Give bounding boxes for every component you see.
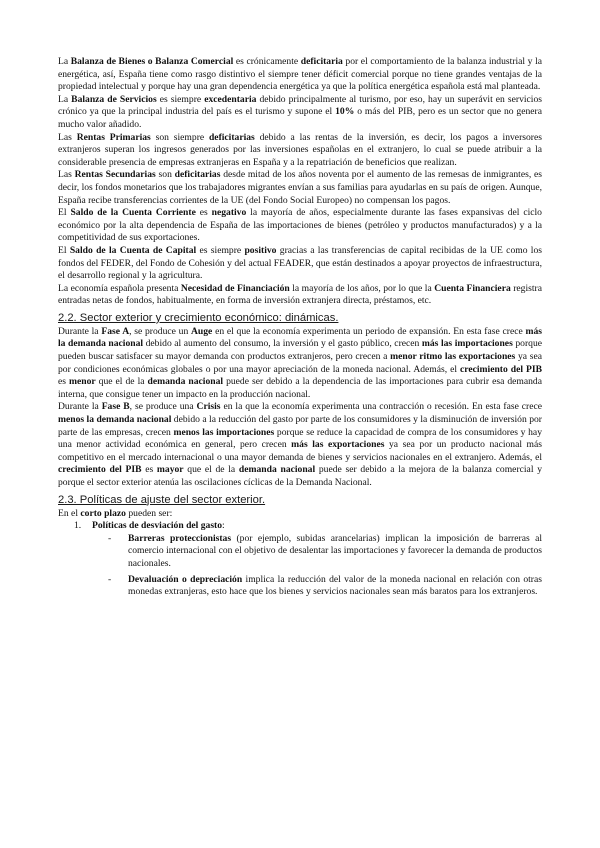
- bold-term: deficitarias: [208, 131, 255, 143]
- text-run: es crónicamente: [233, 56, 301, 67]
- bold-term: menor ritmo las exportaciones: [390, 351, 516, 363]
- bold-term: 10%: [335, 106, 355, 118]
- text-run: es siempre: [156, 93, 205, 105]
- bold-term: Crisis: [196, 401, 221, 413]
- list-number: 1.: [74, 520, 82, 532]
- bold-term: deficitaria: [300, 56, 343, 67]
- text-run: gracias a las transferencias de capital recibidas de la UE como los fondos del FEDER, del Fondo de Cohesión y del actual FEADER, que están destinados a apoyar proyectos de infraestructura, el desarrollo regional y la agricultura.: [58, 244, 542, 282]
- paragraph: [58, 245, 542, 283]
- dash-bullet: -: [108, 532, 112, 544]
- paragraph: [58, 132, 542, 170]
- text-run: debido a las rentas de la inversión, es decir, los pagos a inversores extranjeros superan los ingresos generados por las inversiones españolas en el extranjero, lo cual se puede atribuir a la considerable presencia de empresas extranjeras en España y a la repatriación de beneficios que realizan.: [58, 131, 542, 168]
- text-run: desde mitad de los años noventa por el aumento de las remesas de inmigrantes, es decir, los fondos monetarios que los trabajadores migrantes envían a sus familias para ayudarlas en su país de origen. Aunque, España recibe transferencias corrientes de la UE (del Fondo Social Europeo) no compensan los pagos.: [58, 169, 542, 206]
- text-run: es: [141, 464, 157, 476]
- bold-term: Balanza de Bienes o Balanza Comercial: [70, 56, 234, 67]
- bold-term: deficitarias: [174, 169, 221, 181]
- paragraph: [58, 401, 542, 489]
- text-run: por el comportamiento de la balanza industrial y la energética, así, España tiene como rasgo distintivo el siempre tener déficit comercial porque no tiene grandes ventajas de la propiedad intelectual y porque hay una gran dependencia energética ya que la política energética española está mal planteada.: [58, 56, 542, 93]
- text-run: puede ser debido a la mejora de la balanza comercial y porque el sector exterior atenúa las oscilaciones cíclicas de la Demanda Nacional.: [58, 464, 542, 488]
- text-run: debido al aumento del consumo, la inversión y el gasto público, crecen: [143, 338, 422, 350]
- bold-term: menos las importaciones: [173, 426, 275, 438]
- paragraph: [58, 56, 542, 94]
- paragraph: [58, 283, 542, 308]
- section-heading-2-2: 2.2. Sector exterior y crecimiento económico: dinámicas.: [58, 311, 339, 324]
- section-heading-2-3: 2.3. Políticas de ajuste del sector exterior.: [58, 493, 266, 506]
- paragraph: [58, 326, 542, 402]
- bold-term: Cuenta Financiera: [434, 282, 511, 294]
- text-run: en la que la economía experimenta una contracción o recesión. En esta fase crece: [220, 401, 542, 413]
- bold-term: positivo: [244, 244, 277, 256]
- text-run: , se produce una: [129, 401, 197, 413]
- bold-term: demanda nacional: [147, 376, 224, 388]
- text-run: En el: [58, 507, 81, 519]
- bold-term: Balanza de Servicios: [71, 93, 157, 105]
- text-run: La economía española presenta: [58, 282, 181, 294]
- text-run: la mayoría de años, especialmente durante las fases expansivas del ciclo económico por la alta dependencia de España de las importaciones de bienes (petróleo y productos manufacturados) y a la competitividad de sus exportaciones.: [58, 207, 542, 244]
- text-run: Las: [58, 131, 77, 143]
- text-run: El: [58, 244, 70, 256]
- bold-term: crecimiento del PIB: [460, 363, 542, 375]
- paragraph: [58, 94, 542, 132]
- bold-term: Fase A: [101, 325, 130, 337]
- text-run: La: [58, 56, 71, 67]
- bold-term: Necesidad de Financiación: [180, 282, 290, 294]
- text-run: La: [58, 93, 72, 105]
- bold-term: crecimiento del PIB: [58, 464, 142, 476]
- bold-term: Auge: [191, 325, 213, 337]
- bold-term: más las exportaciones: [291, 439, 385, 451]
- text-run: implica la reducción del valor de la moneda nacional en relación con otras monedas extranjeras, esto hace que los bienes y servicios nacionales sean más baratos para los extranjeros.: [128, 573, 542, 598]
- text-run: Durante la: [58, 401, 102, 413]
- bold-term: mayor: [156, 464, 184, 476]
- text-run: Las: [58, 169, 75, 181]
- dash-bullet: -: [108, 573, 112, 585]
- text-run: El: [58, 207, 71, 219]
- text-run: porque se reduce la capacidad de compra de los consumidores y hay una menor actividad económica en general, pero crecen: [58, 426, 542, 451]
- bold-term: más la demanda nacional: [58, 325, 543, 350]
- text-run: debido principalmente al turismo, por eso, hay un superávit en servicios crónico ya que la principal industria del país es el turismo y supone el: [58, 93, 542, 118]
- bold-term: menos la demanda nacional: [58, 414, 172, 426]
- text-run: debido a la reducción del gasto por parte de los consumidores y la disminución de inversión por parte de las empresas, crecen: [58, 414, 542, 438]
- text-run: :: [222, 520, 225, 532]
- paragraph: [58, 207, 542, 245]
- text-run: la mayoría de los años, por lo que la: [289, 282, 435, 294]
- text-run: es siempre: [196, 244, 245, 256]
- text-run: (por ejemplo, subidas arancelarias) implican la imposición de barreras al comercio internacional con el objetivo de desalentar las importaciones y favorecer la demanda de productos nacionales.: [128, 532, 543, 569]
- text-run: porque pueden buscar satisfacer su mayor demanda con productos extranjeros, pero crecen a: [58, 338, 543, 363]
- text-run: pueden ser:: [125, 507, 173, 519]
- bold-term: excedentaria: [204, 93, 257, 105]
- sub-list-item: [58, 533, 542, 571]
- bold-term: Devaluación o depreciación: [128, 573, 243, 585]
- section-2-2-body: [58, 326, 542, 490]
- paragraph: [58, 169, 542, 207]
- bold-term: Políticas de desviación del gasto: [92, 520, 223, 532]
- text-run: puede ser debido a la dependencia de las importaciones para cubrir esa demanda interna, que consigue tener un impacto en la producción nacional.: [58, 376, 542, 400]
- bold-term: menor: [69, 376, 96, 388]
- bold-term: negativo: [211, 207, 247, 219]
- text-run: ya sea por un producto nacional más competitivo en el mercado internacional o una mayor demanda de bienes y servicios nacionales en el extranjero. Además, el: [58, 439, 543, 463]
- bold-term: Rentas Primarias: [76, 131, 151, 143]
- text-run: o más del PIB, pero es un sector que no genera mucho valor añadido.: [58, 106, 542, 130]
- bold-term: Fase B: [101, 401, 130, 413]
- sub-list: [58, 533, 542, 599]
- sub-list-item: [58, 574, 542, 599]
- bold-term: Saldo de la Cuenta de Capital: [69, 244, 197, 256]
- text-run: Durante la: [58, 325, 102, 337]
- bold-term: demanda nacional: [238, 464, 316, 476]
- text-run: registra entradas netas de fondos, habitualmente, en forma de inversión extranjera directa, préstamos, etc.: [58, 282, 542, 307]
- text-run: que el de la: [95, 376, 148, 388]
- text-run: son siempre: [150, 131, 209, 143]
- document-body: [58, 56, 542, 602]
- text-run: es: [58, 376, 70, 388]
- text-run: son: [155, 169, 175, 181]
- balance-paragraphs: [58, 56, 542, 308]
- text-run: ya sea por condiciones económicas globales o por una mayor apreciación de la moneda nacional. Además, el: [58, 351, 542, 375]
- bold-term: corto plazo: [80, 507, 126, 519]
- list-item-text: [92, 520, 225, 531]
- text-run: , se produce un: [129, 325, 191, 337]
- text-run: es: [195, 207, 212, 219]
- bold-term: Saldo de la Cuenta Corriente: [70, 207, 196, 219]
- bold-term: más las importaciones: [421, 338, 513, 350]
- text-run: que el de la: [183, 464, 239, 476]
- bold-term: Rentas Secundarias: [74, 169, 156, 181]
- text-run: en el que la economía experimenta un periodo de expansión. En esta fase crece: [212, 325, 526, 337]
- list-item: [58, 520, 542, 533]
- section-2-3-intro: [58, 508, 542, 521]
- bold-term: Barreras proteccionistas: [128, 532, 232, 544]
